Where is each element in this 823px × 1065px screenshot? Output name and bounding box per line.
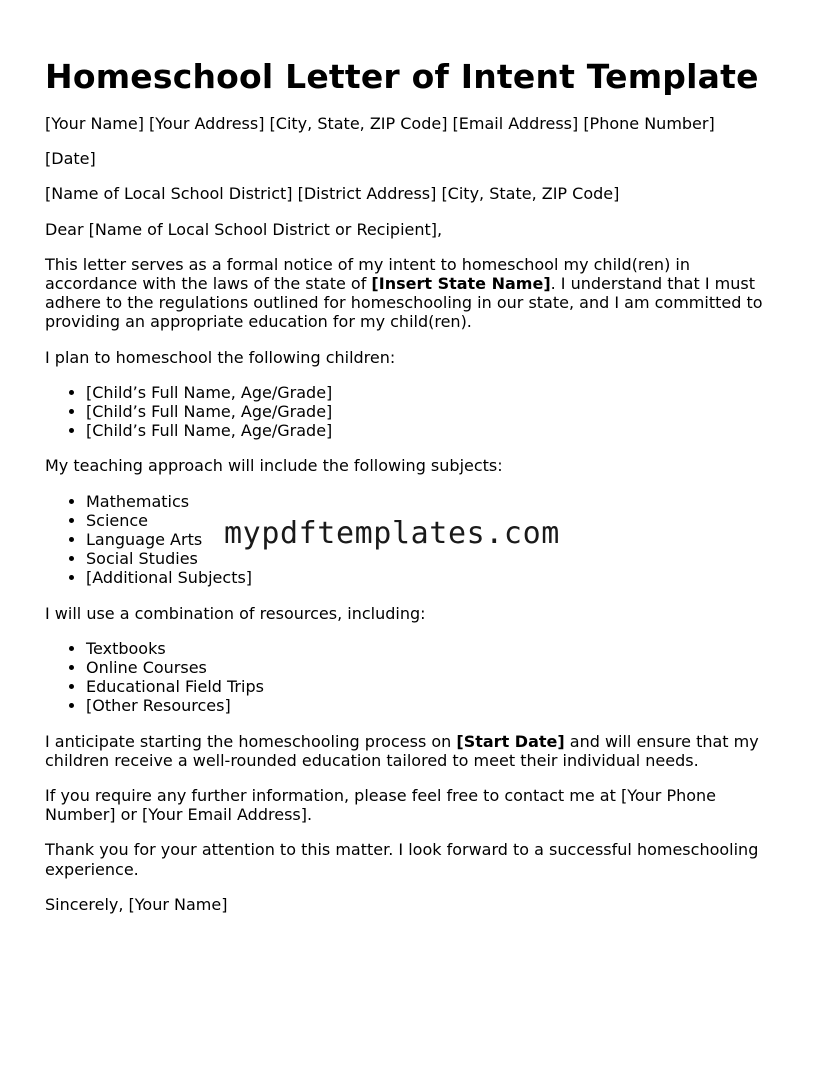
list-item: • Mathematics <box>86 492 785 511</box>
subjects-intro: My teaching approach will include the following subjects: <box>45 456 503 476</box>
letter-document <box>45 58 785 930</box>
page-title: Homeschool Letter of Intent Template <box>45 57 759 96</box>
intro-text-2: . I understand that I must adhere to the regulations outlined for homeschooling in our state, and I am committed to providing an appropriate education for my child(ren). <box>45 274 763 332</box>
thanks-paragraph: Thank you for your attention to this matter. I look forward to a successful homeschooling experience. <box>45 840 759 879</box>
watermark: mypdftemplates.com <box>224 516 560 551</box>
list-item: • [Child’s Full Name, Age/Grade] <box>86 383 785 402</box>
list-item: • [Additional Subjects] <box>86 568 785 587</box>
list-item: • Language Arts <box>86 530 785 549</box>
salutation: Dear [Name of Local School District or Recipient], <box>45 219 443 239</box>
resources-list <box>45 639 785 716</box>
list-item: • [Child’s Full Name, Age/Grade] <box>86 421 785 440</box>
list-item: • Textbooks <box>86 639 785 658</box>
children-intro: I plan to homeschool the following children: <box>45 347 396 367</box>
start-text-1: I anticipate starting the homeschooling process on <box>45 731 457 751</box>
list-item: • [Other Resources] <box>86 696 785 715</box>
start-paragraph <box>45 732 785 770</box>
resources-intro: I will use a combination of resources, including: <box>45 603 426 623</box>
list-item: • Online Courses <box>86 658 785 677</box>
children-list <box>45 383 785 441</box>
intro-paragraph <box>45 255 785 332</box>
state-placeholder: [Insert State Name] <box>371 274 551 294</box>
start-text-2: and will ensure that my children receive a well-rounded education tailored to meet their individual needs. <box>45 731 759 770</box>
intro-text-1: This letter serves as a formal notice of my intent to homeschool my child(ren) in accordance with the laws of the state of <box>45 254 690 294</box>
contact-paragraph: If you require any further information, please feel free to contact me at [Your Phone Number] or [Your Email Address]. <box>45 786 717 825</box>
list-item: • Science <box>86 511 785 530</box>
list-item: • Social Studies <box>86 549 785 568</box>
start-date-placeholder: [Start Date] <box>456 731 565 751</box>
date-line: [Date] <box>45 149 96 169</box>
sender-info: [Your Name] [Your Address] [City, State, ZIP Code] [Email Address] [Phone Number] <box>45 114 715 133</box>
closing-signature: Sincerely, [Your Name] <box>45 894 228 914</box>
recipient-info: [Name of Local School District] [District Address] [City, State, ZIP Code] <box>45 184 620 204</box>
list-item: • Educational Field Trips <box>86 677 785 696</box>
list-item: • [Child’s Full Name, Age/Grade] <box>86 402 785 421</box>
